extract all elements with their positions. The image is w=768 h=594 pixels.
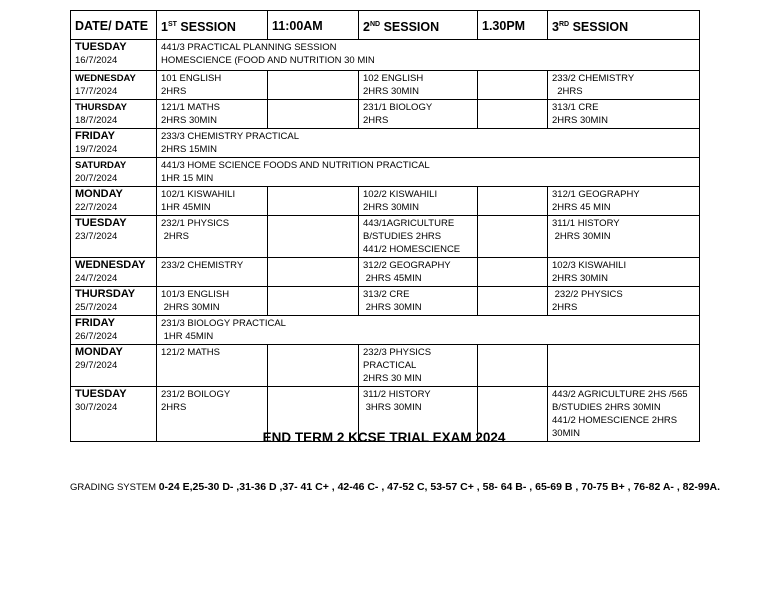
session-1-cell [157, 187, 268, 216]
time-1-cell [268, 345, 359, 387]
time-2-cell [478, 287, 548, 316]
paper-line: 2HRS 30 MIN [363, 373, 422, 384]
paper-line: 443/1AGRICULTURE [363, 218, 455, 229]
time-2-cell [478, 258, 548, 287]
paper-line: 441/2 HOMESCIENCE [363, 244, 461, 255]
time-1-cell [268, 287, 359, 316]
session-1-cell [157, 216, 268, 258]
day-cell [71, 258, 157, 287]
time-2-cell [478, 345, 548, 387]
paper-line: 311/2 HISTORY [363, 389, 431, 400]
paper-line: 313/1 CRE [552, 102, 599, 113]
paper-line: 1HR 45MIN [161, 331, 214, 342]
header-session-3: 3RD SESSION [548, 11, 700, 40]
time-2-cell [478, 216, 548, 258]
day-name: TUESDAY [75, 41, 127, 53]
paper-line: 441/3 PRACTICAL PLANNING SESSION [161, 42, 337, 53]
day-name: SATURDAY [75, 160, 127, 171]
header-time-2: 1.30PM [478, 11, 548, 40]
day-cell [71, 71, 157, 100]
session-2-cell [359, 71, 478, 100]
paper-line: 121/1 MATHS [161, 102, 220, 113]
day-cell [71, 100, 157, 129]
time-1-cell [268, 187, 359, 216]
grading-scale: 0-24 E,25-30 D- ,31-36 D ,37- 41 C+ , 42-46 C- , 47-52 C, 53-57 C+ , 58- 64 B- , 65-69 B , 70-75 B+ , 76-82 A- , 82-99A. [158, 481, 721, 493]
paper-line: 2HRS [552, 302, 578, 313]
paper-line: 102/1 KISWAHILI [161, 189, 236, 200]
day-date: 30/7/2024 [75, 402, 118, 413]
timetable-row [71, 187, 700, 216]
paper-line: 1HR 45MIN [161, 202, 211, 213]
day-name: TUESDAY [75, 388, 127, 400]
session-2-cell [359, 258, 478, 287]
full-day-cell [157, 129, 700, 158]
day-name: WEDNESDAY [75, 73, 136, 84]
paper-line: 2HRS 30MIN [363, 302, 422, 313]
time-1-cell [268, 71, 359, 100]
paper-line: 2HRS 30MIN [161, 302, 220, 313]
paper-line: 3HRS 30MIN [363, 402, 422, 413]
day-date: 16/7/2024 [75, 55, 118, 66]
day-cell [71, 158, 157, 187]
paper-line: 30MIN [552, 428, 580, 439]
paper-line: 312/2 GEOGRAPHY [363, 260, 451, 271]
paper-line: 102/2 KISWAHILI [363, 189, 438, 200]
day-cell [71, 216, 157, 258]
full-day-cell [157, 40, 700, 71]
paper-line: 2HRS 30MIN [552, 231, 611, 242]
session-3-cell [548, 345, 700, 387]
session-1-cell [157, 71, 268, 100]
timetable-row [71, 345, 700, 387]
time-2-cell [478, 100, 548, 129]
timetable-row [71, 71, 700, 100]
paper-line: B/STUDIES 2HRS [363, 231, 442, 242]
paper-line: 101 ENGLISH [161, 73, 222, 84]
day-cell [71, 40, 157, 71]
paper-line: 2HRS 30MIN [552, 115, 608, 126]
paper-line: 102/3 KISWAHILI [552, 260, 627, 271]
session-3-cell [548, 71, 700, 100]
session-3-cell [548, 216, 700, 258]
paper-line: 231/1 BIOLOGY [363, 102, 433, 113]
paper-line: 2HRS [363, 115, 389, 126]
paper-line: 313/2 CRE [363, 289, 410, 300]
paper-line: 233/2 CHEMISTRY [161, 260, 244, 271]
time-2-cell [478, 187, 548, 216]
paper-line: 2HRS 45MIN [363, 273, 422, 284]
full-day-cell [157, 158, 700, 187]
paper-line: 443/2 AGRICULTURE 2HS /565 [552, 389, 688, 400]
paper-line: 2HRS 45 MIN [552, 202, 611, 213]
day-date: 23/7/2024 [75, 231, 118, 242]
paper-line: 2HRS 30MIN [363, 202, 419, 213]
paper-line: 233/3 CHEMISTRY PRACTICAL [161, 131, 299, 142]
time-1-cell [268, 258, 359, 287]
day-date: 19/7/2024 [75, 144, 118, 155]
paper-line: 231/3 BIOLOGY PRACTICAL [161, 318, 286, 329]
day-name: TUESDAY [75, 217, 127, 229]
paper-line: 232/3 PHYSICS PRACTICAL [363, 347, 432, 371]
day-cell [71, 287, 157, 316]
session-2-cell [359, 187, 478, 216]
paper-line: 101/3 ENGLISH [161, 289, 230, 300]
paper-line: 2HRS 30MIN [161, 115, 217, 126]
session-2-cell [359, 216, 478, 258]
header-session-1: 1ST SESSION [157, 11, 268, 40]
time-1-cell [268, 216, 359, 258]
exam-title: END TERM 2 KCSE TRIAL EXAM 2024 [262, 430, 506, 445]
day-cell [71, 345, 157, 387]
header-time-1: 11:00AM [268, 11, 359, 40]
header-session-2: 2ND SESSION [359, 11, 478, 40]
day-name: MONDAY [75, 346, 123, 358]
full-day-cell [157, 316, 700, 345]
day-name: MONDAY [75, 188, 123, 200]
session-3-cell [548, 287, 700, 316]
session-1-cell [157, 100, 268, 129]
session-3-cell [548, 258, 700, 287]
timetable-row [71, 158, 700, 187]
time-1-cell [268, 100, 359, 129]
timetable-row [71, 287, 700, 316]
paper-line: 441/3 HOME SCIENCE FOODS AND NUTRITION PRACTICAL [161, 160, 430, 171]
day-name: THURSDAY [75, 288, 136, 300]
paper-line: 102 ENGLISH [363, 73, 424, 84]
day-date: 26/7/2024 [75, 331, 118, 342]
day-name: WEDNESDAY [75, 259, 146, 271]
day-date: 18/7/2024 [75, 115, 118, 126]
paper-line: 2HRS [161, 402, 187, 413]
timetable-row [71, 216, 700, 258]
day-date: 17/7/2024 [75, 86, 118, 97]
paper-line: 231/2 BOILOGY [161, 389, 231, 400]
paper-line: 2HRS 15MIN [161, 144, 217, 155]
paper-line: 312/1 GEOGRAPHY [552, 189, 640, 200]
day-date: 24/7/2024 [75, 273, 118, 284]
day-date: 22/7/2024 [75, 202, 118, 213]
paper-line: HOMESCIENCE (FOOD AND NUTRITION 30 MIN [161, 55, 375, 66]
session-1-cell [157, 258, 268, 287]
paper-line: 2HRS [552, 86, 583, 97]
header-row [71, 11, 700, 40]
session-2-cell [359, 100, 478, 129]
paper-line: 233/2 CHEMISTRY [552, 73, 635, 84]
day-date: 29/7/2024 [75, 360, 118, 371]
grading-system [70, 481, 720, 493]
paper-line: 311/1 HISTORY [552, 218, 620, 229]
session-2-cell [359, 345, 478, 387]
session-2-cell [359, 287, 478, 316]
session-1-cell [157, 345, 268, 387]
day-date: 25/7/2024 [75, 302, 118, 313]
paper-line: 232/2 PHYSICS [552, 289, 623, 300]
timetable-row [71, 258, 700, 287]
day-cell [71, 316, 157, 345]
day-cell [71, 129, 157, 158]
timetable-row [71, 129, 700, 158]
paper-line: 2HRS 30MIN [363, 86, 419, 97]
timetable-row [71, 40, 700, 71]
day-name: THURSDAY [75, 102, 127, 113]
grading-label: GRADING SYSTEM [70, 482, 157, 493]
day-date: 20/7/2024 [75, 173, 118, 184]
paper-line: 232/1 PHYSICS [161, 218, 230, 229]
timetable-row [71, 316, 700, 345]
exam-timetable [70, 10, 700, 442]
timetable-row [71, 100, 700, 129]
day-name: FRIDAY [75, 130, 115, 142]
time-2-cell [478, 71, 548, 100]
paper-line: B/STUDIES 2HRS 30MIN [552, 402, 661, 413]
paper-line: 2HRS [161, 86, 187, 97]
paper-line: 2HRS 30MIN [552, 273, 608, 284]
day-cell [71, 187, 157, 216]
paper-line: 121/2 MATHS [161, 347, 220, 358]
session-1-cell [157, 287, 268, 316]
session-3-cell [548, 100, 700, 129]
header-date: DATE/ DATE [71, 11, 157, 40]
day-name: FRIDAY [75, 317, 115, 329]
paper-line: 2HRS [161, 231, 189, 242]
paper-line: 441/2 HOMESCIENCE 2HRS [552, 415, 678, 426]
paper-line: 1HR 15 MIN [161, 173, 214, 184]
session-3-cell [548, 187, 700, 216]
